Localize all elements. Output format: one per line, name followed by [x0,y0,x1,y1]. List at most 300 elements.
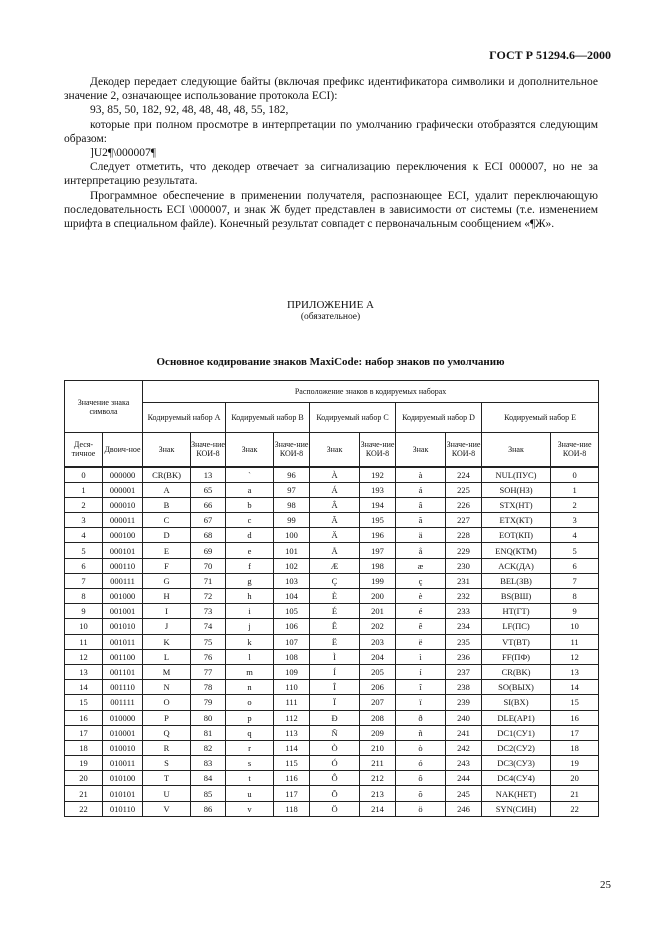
table-cell: C [143,513,191,528]
table-cell: 106 [274,619,310,634]
table-cell: 5 [65,543,103,558]
table-row [65,801,599,816]
table-cell: 230 [446,558,482,573]
table-cell: ó [396,756,446,771]
table-cell: q [226,725,274,740]
table-cell: é [396,604,446,619]
table-cell: 202 [360,619,396,634]
table-cell: 000100 [103,528,143,543]
table-cell: 10 [551,619,599,634]
appendix-heading [0,299,661,323]
table-cell: 79 [191,695,226,710]
table-cell: NUL(ПУС) [482,467,551,483]
table-cell: 13 [65,664,103,679]
table-cell: BS(ВШ) [482,589,551,604]
table-cell: 97 [274,482,310,497]
table-cell: À [310,467,360,483]
table-row [65,604,599,619]
col-header-koi: Значе-ние КОИ-8 [551,433,599,467]
table-cell: 103 [274,573,310,588]
paragraph: Программное обеспечение в применении получателя, распознающее ECI, удалит переключающую последовательность ECI \000007, и знак Ж будет представлен в зависимости от системы (т.е. изменением шрифта в специальном файле). Конечный результат совпадет с первоначальным сообщением «¶Ж». [64,189,598,231]
table-cell: G [143,573,191,588]
table-cell: ì [396,649,446,664]
table-cell: 6 [551,558,599,573]
table-cell: 241 [446,725,482,740]
table-cell: 224 [446,467,482,483]
table-cell: s [226,756,274,771]
table-cell: 20 [65,771,103,786]
table-cell: 213 [360,786,396,801]
table-cell: 240 [446,710,482,725]
table-cell: á [396,482,446,497]
table-cell: 109 [274,664,310,679]
table-cell: 226 [446,497,482,512]
table-cell: O [143,695,191,710]
table-cell: 200 [360,589,396,604]
table-cell: Ä [310,528,360,543]
table-cell: 000011 [103,513,143,528]
table-cell: I [143,604,191,619]
table-cell: A [143,482,191,497]
table-cell: 2 [551,497,599,512]
table-cell: SYN(СИН) [482,801,551,816]
table-cell: V [143,801,191,816]
set-header: Кодируемый набор С [310,403,396,433]
table-cell: 67 [191,513,226,528]
table-cell: t [226,771,274,786]
table-cell: 2 [65,497,103,512]
table-cell: 85 [191,786,226,801]
table-cell: D [143,528,191,543]
table-cell: m [226,664,274,679]
table-cell: 19 [65,756,103,771]
table-cell: DC3(СУ3) [482,756,551,771]
table-cell: 117 [274,786,310,801]
table-cell: 14 [551,680,599,695]
table-cell: P [143,710,191,725]
table-cell: ENQ(КТМ) [482,543,551,558]
table-cell: j [226,619,274,634]
table-cell: 84 [191,771,226,786]
table-row [65,589,599,604]
table-cell: 229 [446,543,482,558]
table-cell: ô [396,771,446,786]
table-cell: æ [396,558,446,573]
table-cell: 237 [446,664,482,679]
table-cell: 208 [360,710,396,725]
table-cell: 1 [551,482,599,497]
table-title: Основное кодирование знаков MaxiCode: набор знаков по умолчанию [156,356,505,368]
table-cell: 001000 [103,589,143,604]
table-cell: 108 [274,649,310,664]
table-row [65,528,599,543]
table-cell: 100 [274,528,310,543]
paragraph: Декодер передает следующие байты (включая префикс идентификатора символики и дополнительное значение 2, означающее использование протокола ECI): [64,76,598,103]
paragraph: Следует отметить, что декодер отвечает за сигнализацию переключения к ECI 000007, но не за интерпретацию результата. [64,161,598,188]
table-cell: 68 [191,528,226,543]
table-cell: 001111 [103,695,143,710]
table-row [65,771,599,786]
table-row [65,680,599,695]
table-cell: 76 [191,649,226,664]
table-cell: LF(ПС) [482,619,551,634]
table-cell: 010110 [103,801,143,816]
table-cell: 17 [551,725,599,740]
table-cell: 17 [65,725,103,740]
table-cell: 104 [274,589,310,604]
table-cell: ë [396,634,446,649]
table-cell: 99 [274,513,310,528]
table-cell: CR(BK) [143,467,191,483]
table-cell: k [226,634,274,649]
table-cell: 205 [360,664,396,679]
table-cell: 239 [446,695,482,710]
table-cell: 65 [191,482,226,497]
table-cell: 66 [191,497,226,512]
table-cell: d [226,528,274,543]
table-cell: 000111 [103,573,143,588]
table-cell: 70 [191,558,226,573]
table-cell: 192 [360,467,396,483]
table-cell: a [226,482,274,497]
table-cell: 13 [551,664,599,679]
table-row [65,482,599,497]
table-cell: ã [396,513,446,528]
table-cell: 3 [551,513,599,528]
paragraph: ]U2¶\000007¶ [90,147,157,160]
table-cell: 110 [274,680,310,695]
table-cell: DC4(СУ4) [482,771,551,786]
table-cell: 3 [65,513,103,528]
col-header-koi: Значе-ние КОИ-8 [446,433,482,467]
table-cell: 197 [360,543,396,558]
table-cell: 21 [551,786,599,801]
table-cell: ` [226,467,274,483]
table-cell: ACK(ДА) [482,558,551,573]
table-cell: U [143,786,191,801]
table-cell: Å [310,543,360,558]
table-cell: 82 [191,740,226,755]
character-table [64,380,599,817]
table-cell: N [143,680,191,695]
table-cell: 11 [65,634,103,649]
set-header: Кодируемый набор D [396,403,482,433]
table-cell: 113 [274,725,310,740]
table-cell: 242 [446,740,482,755]
table-cell: 243 [446,756,482,771]
table-cell: n [226,680,274,695]
table-cell: 96 [274,467,310,483]
table-cell: 98 [274,497,310,512]
table-cell: 7 [551,573,599,588]
table-cell: H [143,589,191,604]
table-row [65,543,599,558]
document-header: ГОСТ Р 51294.6—2000 [489,48,611,62]
table-cell: å [396,543,446,558]
table-row [65,756,599,771]
table-cell: Â [310,497,360,512]
col-header-sign: Знак [482,433,551,467]
table-cell: ä [396,528,446,543]
table-cell: J [143,619,191,634]
table-cell: 236 [446,649,482,664]
table-cell: ï [396,695,446,710]
table-cell: 1 [65,482,103,497]
table-cell: T [143,771,191,786]
col-header-koi: Значе-ние КОИ-8 [191,433,226,467]
table-cell: r [226,740,274,755]
table-cell: 107 [274,634,310,649]
table-cell: 001110 [103,680,143,695]
table-cell: 001011 [103,634,143,649]
table-cell: 228 [446,528,482,543]
set-header: Кодируемый набор А [143,403,226,433]
table-cell: 000010 [103,497,143,512]
table-cell: Ê [310,619,360,634]
table-cell: FF(ПФ) [482,649,551,664]
table-cell: ç [396,573,446,588]
table-cell: 235 [446,634,482,649]
table-cell: 195 [360,513,396,528]
table-cell: SO(ВЫХ) [482,680,551,695]
table-cell: 010100 [103,771,143,786]
table-row [65,558,599,573]
table-cell: 112 [274,710,310,725]
table-cell: 010001 [103,725,143,740]
table-cell: 8 [65,589,103,604]
table-cell: 010000 [103,710,143,725]
table-cell: p [226,710,274,725]
table-cell: 74 [191,619,226,634]
table-cell: Ð [310,710,360,725]
table-cell: Á [310,482,360,497]
table-cell: 001010 [103,619,143,634]
table-cell: i [226,604,274,619]
table-cell: Q [143,725,191,740]
table-cell: 6 [65,558,103,573]
table-row [65,710,599,725]
table-cell: 114 [274,740,310,755]
table-cell: Ó [310,756,360,771]
table-cell: 010011 [103,756,143,771]
table-cell: 81 [191,725,226,740]
table-cell: BEL(ЗВ) [482,573,551,588]
table-cell: Ö [310,801,360,816]
table-cell: g [226,573,274,588]
col-header-sign: Знак [226,433,274,467]
table-cell: 15 [65,695,103,710]
table-cell: 214 [360,801,396,816]
table-cell: 115 [274,756,310,771]
table-cell: EOT(КП) [482,528,551,543]
table-cell: 203 [360,634,396,649]
table-cell: 75 [191,634,226,649]
table-cell: Ã [310,513,360,528]
table-cell: 246 [446,801,482,816]
table-body [65,467,599,817]
table-row [65,634,599,649]
table-cell: F [143,558,191,573]
table-cell: 000001 [103,482,143,497]
table-cell: 000101 [103,543,143,558]
location-header: Расположение знаков в кодируемых наборах [143,381,599,403]
table-row [65,573,599,588]
table-row [65,513,599,528]
table-cell: ETX(КТ) [482,513,551,528]
table-cell: ñ [396,725,446,740]
table-row [65,664,599,679]
table-cell: 010101 [103,786,143,801]
table-cell: Ñ [310,725,360,740]
table-cell: 9 [551,604,599,619]
table-cell: STX(НТ) [482,497,551,512]
table-cell: ò [396,740,446,755]
table-cell: 210 [360,740,396,755]
table-cell: 72 [191,589,226,604]
table-cell: S [143,756,191,771]
appendix-title: ПРИЛОЖЕНИЕ А [286,299,374,311]
table-cell: 12 [551,649,599,664]
table-cell: b [226,497,274,512]
table-row [65,725,599,740]
table-cell: Æ [310,558,360,573]
col-header-koi: Значе-ние КОИ-8 [274,433,310,467]
table-cell: 12 [65,649,103,664]
table-cell: 22 [551,801,599,816]
table-cell: 245 [446,786,482,801]
table-cell: 196 [360,528,396,543]
table-row [65,497,599,512]
table-cell: 193 [360,482,396,497]
table-cell: 211 [360,756,396,771]
table-cell: à [396,467,446,483]
table-cell: 111 [274,695,310,710]
table-cell: 8 [551,589,599,604]
table-cell: c [226,513,274,528]
table-cell: 11 [551,634,599,649]
table-cell: É [310,604,360,619]
page-number: 25 [600,879,611,891]
table-cell: 194 [360,497,396,512]
table-cell: 73 [191,604,226,619]
table-cell: 20 [551,771,599,786]
col-header-sign: Знак [396,433,446,467]
table-cell: SOH(НЗ) [482,482,551,497]
table-cell: 204 [360,649,396,664]
table-cell: í [396,664,446,679]
table-cell: 4 [551,528,599,543]
table-row [65,695,599,710]
table-cell: Í [310,664,360,679]
table-row [65,649,599,664]
paragraph: которые при полном просмотре в интерпретации по умолчанию графически отобразятся следующим образом: [64,118,598,145]
table-cell: DLE(АР1) [482,710,551,725]
table-cell: 19 [551,756,599,771]
table-cell: 5 [551,543,599,558]
table-cell: 001100 [103,649,143,664]
table-cell: Ç [310,573,360,588]
table-cell: Ì [310,649,360,664]
col-header-dec: Деся-тичное [65,433,103,467]
col-header-sign: Знак [143,433,191,467]
table-cell: 209 [360,725,396,740]
table-row [65,786,599,801]
table-cell: 16 [551,710,599,725]
col-header-sign: Знак [310,433,360,467]
table-cell: î [396,680,446,695]
table-row [65,740,599,755]
table-cell: E [143,543,191,558]
table-cell: ð [396,710,446,725]
table-cell: È [310,589,360,604]
table-cell: 7 [65,573,103,588]
table-cell: ö [396,801,446,816]
table-cell: 14 [65,680,103,695]
col-header-bin: Двоич-ное [103,433,143,467]
col-header-koi: Значе-ние КОИ-8 [360,433,396,467]
table-cell: SI(BX) [482,695,551,710]
table-cell: 233 [446,604,482,619]
body-text [64,75,598,231]
table-cell: Ï [310,695,360,710]
table-cell: 212 [360,771,396,786]
table-cell: VT(ВТ) [482,634,551,649]
table-row [65,619,599,634]
table-cell: K [143,634,191,649]
table-cell: 0 [551,467,599,483]
table-cell: e [226,543,274,558]
set-header: Кодируемый набор Е [482,403,599,433]
table-cell: 86 [191,801,226,816]
table-cell: Ò [310,740,360,755]
table-cell: 000110 [103,558,143,573]
paragraph: 93, 85, 50, 182, 92, 48, 48, 48, 48, 55, 182, [90,104,289,117]
table-cell: 13 [191,467,226,483]
table-cell: 201 [360,604,396,619]
table-cell: u [226,786,274,801]
table-cell: 102 [274,558,310,573]
table-cell: è [396,589,446,604]
table-cell: h [226,589,274,604]
table-cell: R [143,740,191,755]
table-cell: 232 [446,589,482,604]
table-cell: 18 [65,740,103,755]
table-cell: õ [396,786,446,801]
table-cell: L [143,649,191,664]
table-cell: CR(BK) [482,664,551,679]
table-cell: o [226,695,274,710]
table-cell: 69 [191,543,226,558]
table-cell: 238 [446,680,482,695]
value-header: Значение знака символа [65,381,143,433]
table-cell: 4 [65,528,103,543]
table-cell: 234 [446,619,482,634]
table-cell: 77 [191,664,226,679]
table-cell: 9 [65,604,103,619]
table-cell: 225 [446,482,482,497]
table-cell: 206 [360,680,396,695]
table-cell: ê [396,619,446,634]
table-cell: 80 [191,710,226,725]
table-cell: 78 [191,680,226,695]
table-cell: 10 [65,619,103,634]
table-cell: M [143,664,191,679]
table-cell: 207 [360,695,396,710]
table-cell: 198 [360,558,396,573]
table-cell: 22 [65,801,103,816]
table-cell: DC2(СУ2) [482,740,551,755]
set-header: Кодируемый набор В [226,403,310,433]
